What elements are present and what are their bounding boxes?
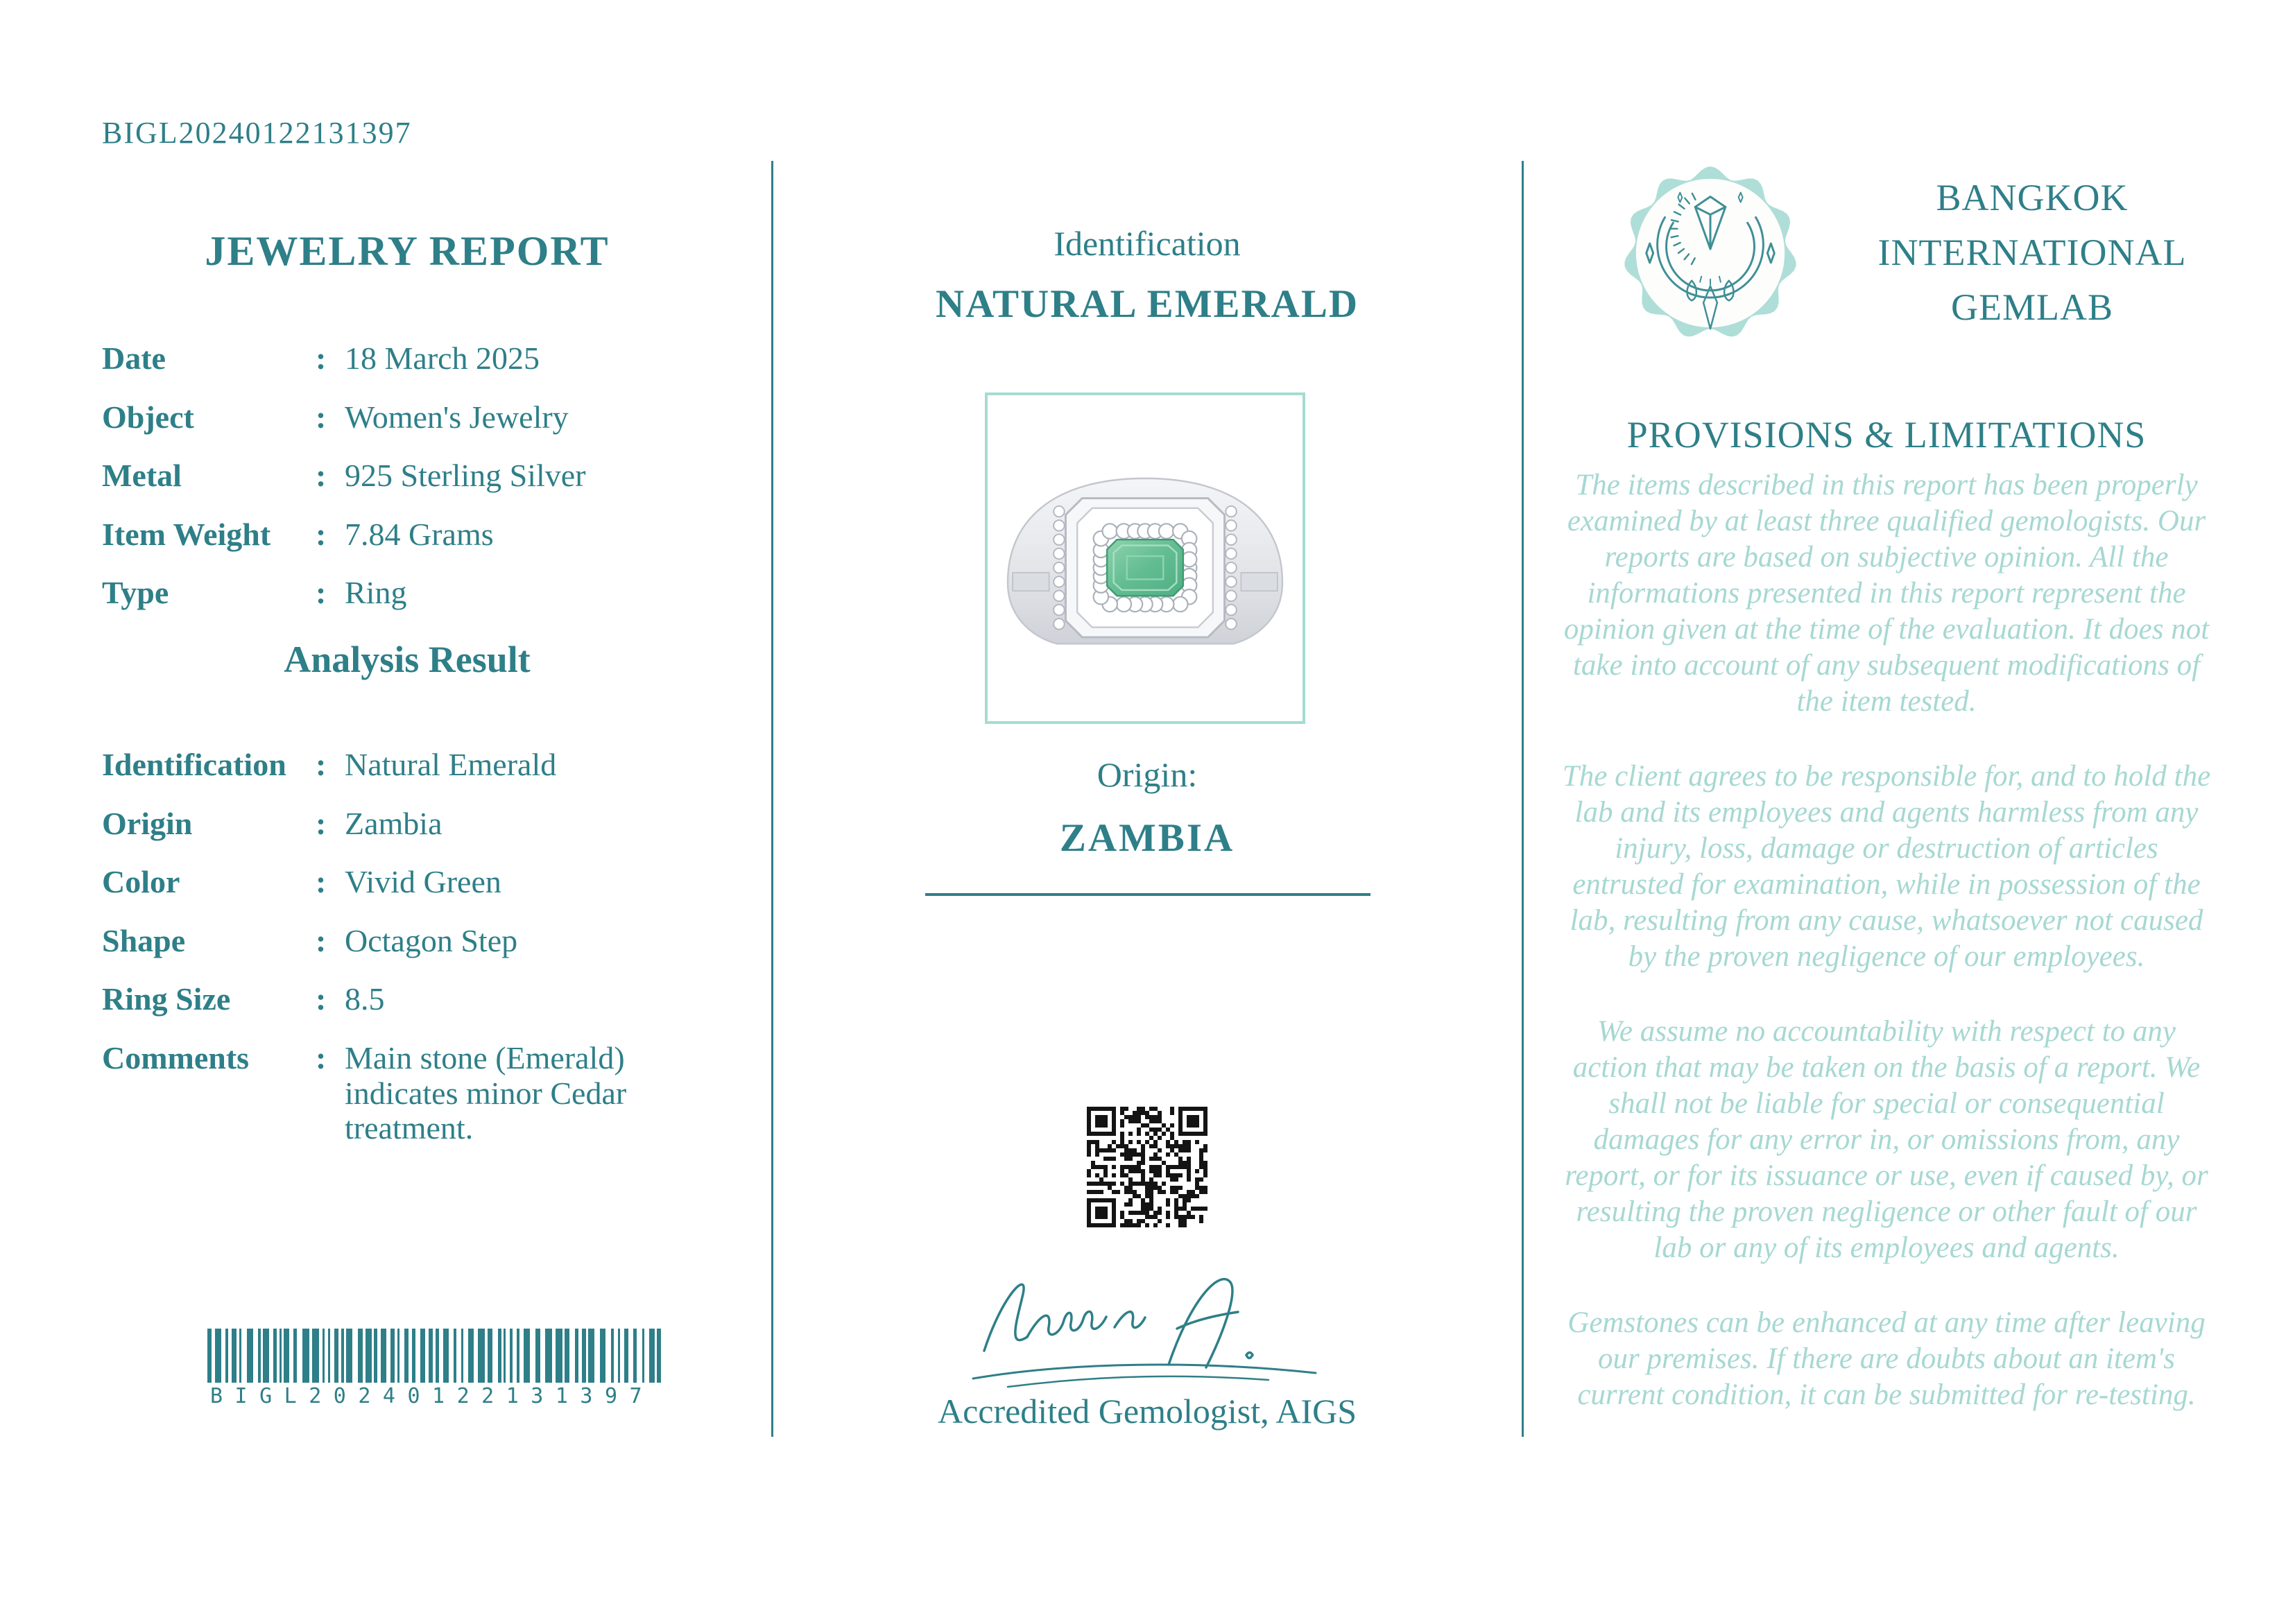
table-row xyxy=(102,865,747,900)
table-row xyxy=(102,806,747,842)
detail-value-date: 18 March 2025 xyxy=(345,340,540,376)
org-name xyxy=(1838,171,2226,335)
analysis-label-identification: Identification xyxy=(102,747,286,782)
gemlab-logo xyxy=(1621,164,1800,343)
org-name-line: INTERNATIONAL xyxy=(1877,232,2187,273)
barcode xyxy=(206,1329,665,1408)
org-name-line: BANGKOK xyxy=(1936,177,2129,218)
colon: : xyxy=(316,747,327,782)
detail-label-date: Date xyxy=(102,340,166,376)
analysis-result-heading: Analysis Result xyxy=(284,639,531,680)
detail-value-metal: 925 Sterling Silver xyxy=(345,458,586,494)
detail-label-type: Type xyxy=(102,575,169,611)
page-title: JEWELRY REPORT xyxy=(205,228,610,274)
provisions-paragraph: The client agrees to be responsible for, and to hold the lab and its employees and agents harmless from any injury, loss, damage or destruction of articles entrusted for examination, while in possession of the lab, resulting from any cause, whatsoever not caused by the proven negligence of our employees. xyxy=(1562,760,2211,973)
qr-code-pattern xyxy=(1087,1107,1207,1227)
identification-heading: Identification xyxy=(1054,224,1241,263)
detail-value-item-weight: 7.84 Grams xyxy=(345,516,494,552)
analysis-label-comments: Comments xyxy=(102,1039,250,1076)
provisions-heading: PROVISIONS & LIMITATIONS xyxy=(1626,414,2147,456)
table-row xyxy=(102,982,747,1017)
column-divider-right xyxy=(1522,161,1524,1437)
table-row xyxy=(102,576,747,611)
origin-underline xyxy=(925,893,1370,896)
analysis-value-identification: Natural Emerald xyxy=(345,747,557,782)
colon: : xyxy=(316,516,327,552)
gemlab-logo-icon xyxy=(1621,164,1800,343)
detail-label-metal: Metal xyxy=(102,458,182,494)
gemologist-title: Accredited Gemologist, AIGS xyxy=(937,1392,1357,1431)
detail-label-object: Object xyxy=(102,399,194,435)
detail-value-type: Ring xyxy=(345,575,407,611)
gemologist-signature xyxy=(961,1245,1335,1395)
table-row xyxy=(102,748,747,783)
analysis-label-color: Color xyxy=(102,864,180,900)
report-id: BIGL20240122131397 xyxy=(102,116,412,150)
colon: : xyxy=(316,864,327,900)
analysis-value-origin: Zambia xyxy=(345,805,442,841)
origin-value: ZAMBIA xyxy=(1059,816,1235,860)
provisions-paragraph: The items described in this report has been properly examined by at least three qualified gemologists. Our reports are based on subjective opinion. All the informations presented in this report represent the opinion given at the time of the evaluation. It does not take into account of any subsequent modifications of the item tested. xyxy=(1563,469,2210,718)
jewelry-photo-frame xyxy=(985,392,1305,724)
org-name-line: GEMLAB xyxy=(1951,286,2113,328)
barcode-text: BIGL20240122131397 xyxy=(210,1384,655,1408)
analysis-value-color: Vivid Green xyxy=(345,864,501,900)
table-row xyxy=(102,400,747,435)
colon: : xyxy=(316,458,327,494)
barcode-bars xyxy=(206,1329,665,1384)
detail-value-object: Women's Jewelry xyxy=(345,399,569,435)
table-row xyxy=(102,517,747,553)
column-divider-left xyxy=(771,161,773,1437)
colon: : xyxy=(316,805,327,841)
provisions-paragraph: Gemstones can be enhanced at any time after leaving our premises. If there are doubts about an item's current condition, it can be submitted for re-testing. xyxy=(1567,1306,2206,1411)
analysis-table xyxy=(102,748,747,1170)
emerald-ring-photo xyxy=(996,440,1294,676)
analysis-label-origin: Origin xyxy=(102,805,193,841)
origin-heading: Origin: xyxy=(1097,755,1198,794)
detail-label-item-weight: Item Weight xyxy=(102,516,271,552)
colon: : xyxy=(316,922,327,958)
colon: : xyxy=(316,399,327,435)
colon: : xyxy=(316,575,327,611)
colon: : xyxy=(316,1039,327,1076)
table-row xyxy=(102,458,747,494)
analysis-value-shape: Octagon Step xyxy=(345,922,518,958)
provisions-paragraph: We assume no accountability with respect to any action that may be taken on the basis of a report. We shall not be liable for special or consequential damages for any error in, or omissions from, any report, or for its issuance or use, even if caused by, or resulting the proven negligence or other fault of our lab or any of its employees and agents. xyxy=(1565,1015,2208,1264)
analysis-value-comments: Main stone (Emerald) indicates minor Cedar treatment. xyxy=(345,1039,627,1146)
analysis-label-ring-size: Ring Size xyxy=(102,981,231,1017)
table-row xyxy=(102,1041,747,1146)
qr-code xyxy=(1087,1107,1207,1227)
signature-icon xyxy=(961,1245,1335,1395)
identification-value: NATURAL EMERALD xyxy=(935,282,1359,326)
details-table xyxy=(102,341,747,634)
provisions-text xyxy=(1559,467,2214,1452)
colon: : xyxy=(316,981,327,1017)
analysis-label-shape: Shape xyxy=(102,922,186,958)
table-row xyxy=(102,341,747,377)
analysis-value-ring-size: 8.5 xyxy=(345,981,385,1017)
table-row xyxy=(102,924,747,959)
colon: : xyxy=(316,340,327,376)
